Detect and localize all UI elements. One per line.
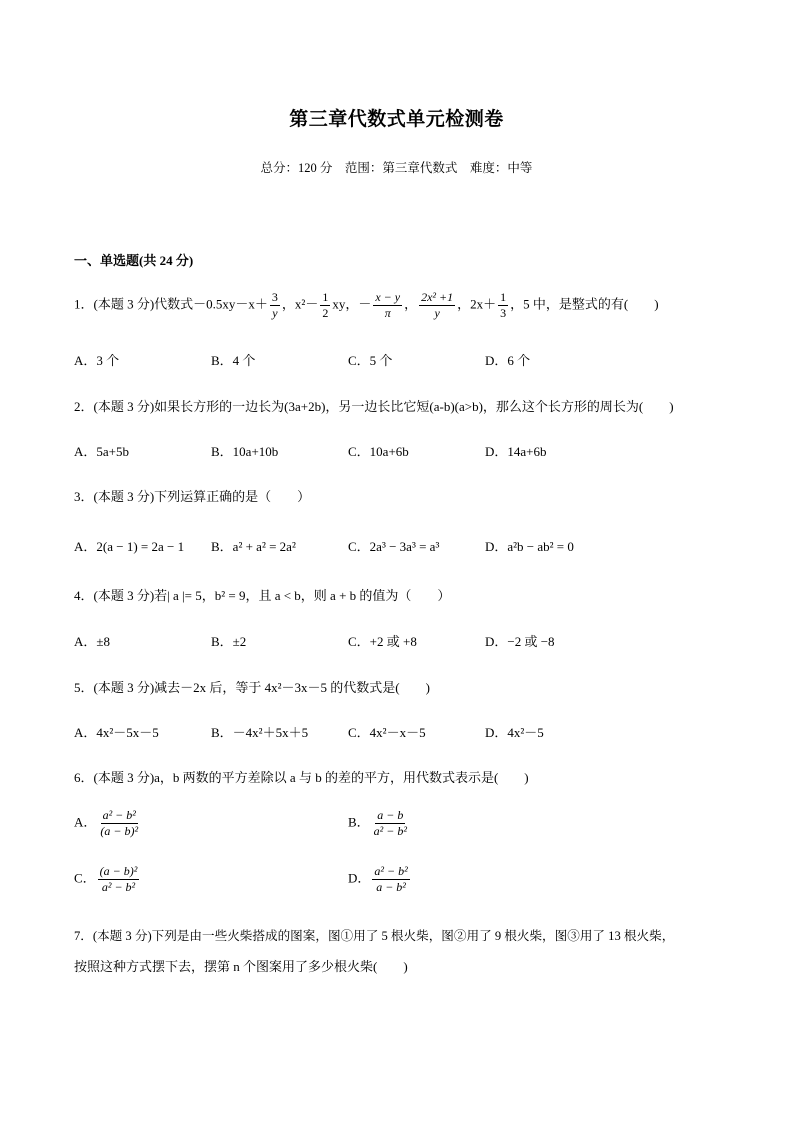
q4-option-b[interactable]: B．±2 [211,634,247,649]
fraction: $\frac{1}{3}$ [500,290,507,320]
q2-option-b[interactable]: B．10a+10b [211,444,279,459]
question-7-line-2: 按照这种方式摆下去，摆第 n 个图案用了多少根火柴( ) [74,959,408,974]
q5-option-d[interactable]: D．4x²－5 [485,725,544,740]
fraction: $\frac{3}{y}$ [271,290,278,320]
section-heading: 一、单选题(共 24 分) [74,253,194,268]
fraction: $\frac{\text{(a − b)²}}{\text{a² − b²}}$ [99,864,138,894]
q5-option-a[interactable]: A．4x²－5x－5 [74,725,159,740]
q6-option-a[interactable]: A． $\frac{\text{a² − b²}}{\text{(a − b)²}}$ [74,808,139,838]
question-4: 4．(本题 3 分)若| a |= 5，b² = 9，且 a < b，则 a + b 的值为（ ） [74,588,451,603]
q1-option-c[interactable]: C．5 个 [348,353,393,368]
exam-meta: 总分：120 分 范围：第三章代数式 难度：中等 [260,161,533,175]
fraction: $\frac{\text{a² − b²}}{\text{(a − b)²}}$ [100,808,139,838]
q3-option-c[interactable]: C．2a³ − 3a³ = a³ [348,539,440,554]
q1-option-a[interactable]: A．3 个 [74,353,120,368]
q3-option-d[interactable]: D．a²b − ab² = 0 [485,539,574,554]
q2-option-a[interactable]: A．5a+5b [74,444,129,459]
q6-option-c[interactable]: C． $\frac{\text{(a − b)²}}{\text{a² − b²}}$ [74,864,138,894]
q3-option-b[interactable]: B．a² + a² = 2a² [211,539,296,554]
fraction: $\frac{x - y}{\pi}$ [375,290,401,320]
q4-option-c[interactable]: C．+2 或 +8 [348,634,417,649]
q1-option-d[interactable]: D．6 个 [485,353,531,368]
question-6: 6．(本题 3 分)a，b 两数的平方差除以 a 与 b 的差的平方，用代数式表示是( ) [74,770,529,785]
q5-option-c[interactable]: C．4x²－x－5 [348,725,426,740]
fraction: $\frac{a - b}{\text{a² − b²}}$ [373,808,407,838]
q1-prefix: 1．(本题 3 分)代数式－0.5xy－x＋ [74,296,268,312]
fraction: $\frac{\text{2x² +1}}{y}$ [421,290,454,320]
page-title: 第三章代数式单元检测卷 [289,108,504,130]
q1-option-b[interactable]: B．4 个 [211,353,256,368]
question-7-line-1: 7．(本题 3 分)下列是由一些火柴搭成的图案，图①用了 5 根火柴，图②用了 9 根火柴，图③用了 13 根火柴， [74,929,675,943]
q2-option-c[interactable]: C．10a+6b [348,444,409,459]
q6-option-d[interactable]: D． $\frac{\text{a² − b²}}{\text{a − b²}}$ [348,864,408,894]
question-1: 1．(本题 3 分)代数式－0.5xy－x＋ $\frac{3}{y}$ ，x²－ $\frac{1}{2}$ xy，－ $\frac{x - y}{\pi}$ ， $\frac{\text{2x² +1}}{y}$ ，2x＋ $\frac{1}{3}$ ，5 中，是整式的有( ) [74,290,659,320]
question-2: 2．(本题 3 分)如果长方形的一边长为(3a+2b)，另一边长比它短(a-b)(a>b)，那么这个长方形的周长为( ) [74,399,674,414]
q4-option-d[interactable]: D．−2 或 −8 [485,634,555,649]
q6-option-b[interactable]: B． $\frac{a - b}{\text{a² − b²}}$ [348,808,407,838]
question-5: 5．(本题 3 分)减去－2x 后，等于 4x²－3x－5 的代数式是( ) [74,680,430,695]
q4-option-a[interactable]: A．±8 [74,634,111,649]
q5-option-b[interactable]: B．－4x²＋5x＋5 [211,725,309,740]
q2-option-d[interactable]: D．14a+6b [485,444,547,459]
question-3: 3．(本题 3 分)下列运算正确的是（ ） [74,489,311,504]
fraction: $\frac{\text{a² − b²}}{\text{a − b²}}$ [374,864,408,894]
q3-option-a[interactable]: A．2(a − 1) = 2a − 1 [74,539,185,554]
fraction: $\frac{1}{2}$ [322,290,329,320]
